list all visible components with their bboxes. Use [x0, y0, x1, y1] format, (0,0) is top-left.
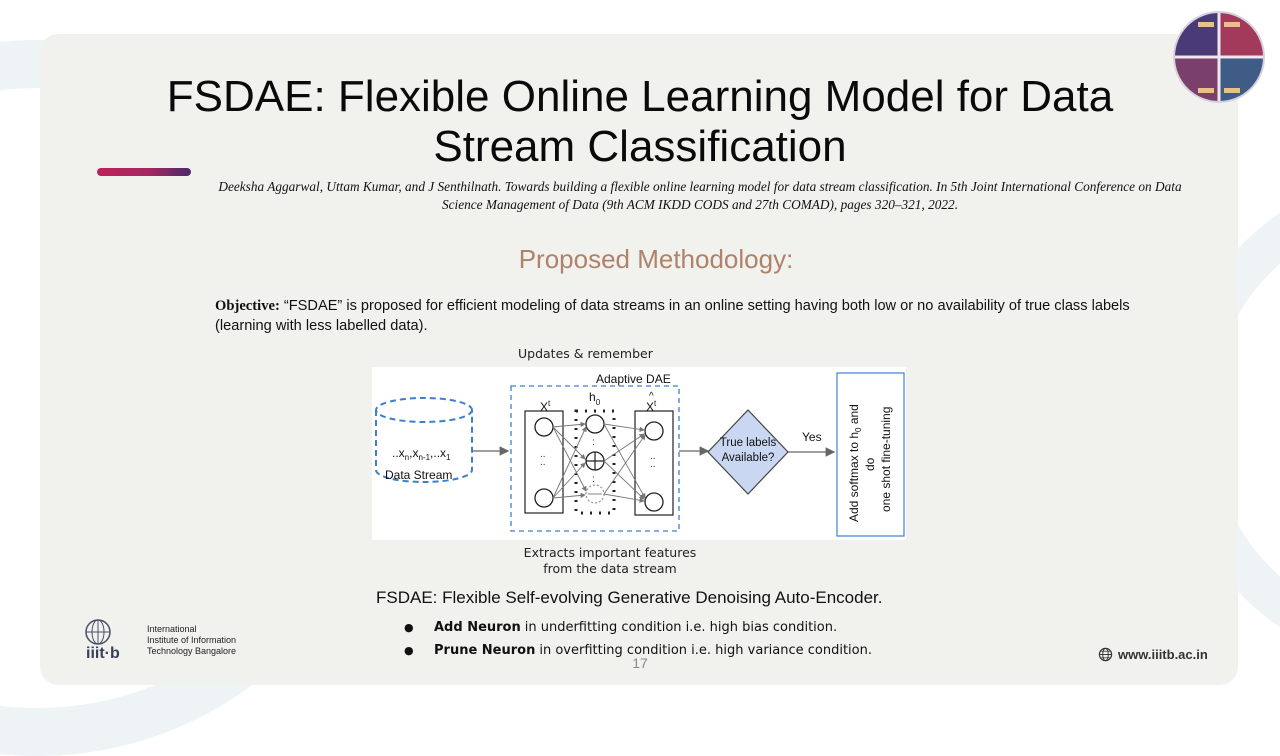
objective-paragraph — [215, 296, 1145, 336]
methodology-diagram — [372, 367, 906, 540]
website-text: www.iiitb.ac.in — [1118, 647, 1208, 662]
diagram-top-caption: Updates & remember — [518, 346, 653, 361]
globe-icon — [1098, 647, 1113, 662]
logo-mark: iiit·b — [86, 645, 120, 662]
svg-text:^: ^ — [649, 391, 654, 402]
logo-line: International — [147, 624, 197, 634]
slide-title: FSDAE: Flexible Online Learning Model for Data Stream Classification — [166, 72, 1114, 171]
stream-label: Data Stream — [385, 468, 453, 482]
input-neuron — [535, 489, 553, 507]
svg-text:..: .. — [540, 457, 546, 468]
bullet-text: in underfitting condition i.e. high bias condition. — [524, 620, 838, 635]
stream-sequence: $..x_n,x_{n-1},..x_1$ — [392, 446, 451, 462]
finetune-line-2: do — [863, 457, 877, 471]
bullet-icon: ● — [404, 644, 414, 657]
finetune-line-3: one shot fine-tuning — [879, 406, 893, 512]
yes-label: Yes — [802, 430, 822, 444]
bullet-icon: ● — [404, 621, 414, 634]
decision-line-2: Available? — [721, 452, 775, 464]
svg-text:..: .. — [540, 449, 546, 460]
finetune-line-1: Add softmax to $h_0$ and — [847, 404, 863, 522]
svg-text::: : — [592, 437, 595, 448]
hidden-label: $h_0$ — [589, 390, 601, 407]
adaptive-dae-label: Adaptive DAE — [596, 372, 671, 386]
svg-text::: : — [592, 474, 595, 485]
caption-line: from the data stream — [543, 561, 677, 576]
svg-text:..: .. — [650, 451, 656, 462]
fsdae-definition: FSDAE: Flexible Self-evolving Generative Denoising Auto-Encoder. — [376, 588, 883, 607]
section-subtitle: Proposed Methodology: — [518, 244, 794, 274]
objective-text: “FSDAE” is proposed for efficient modeling of data streams in an online setting having both low or no availability of true class labels (learning with less labelled data). — [215, 298, 1130, 334]
logo-line: Technology Bangalore — [147, 646, 237, 656]
output-neuron — [645, 493, 663, 511]
svg-text:..: .. — [650, 459, 656, 470]
logo-line: Institute of Information — [147, 635, 237, 645]
output-label: $X^t$ — [646, 399, 657, 414]
page-number: 17 — [632, 655, 648, 671]
bullet-text: in overfitting condition i.e. high variance condition. — [539, 643, 872, 658]
logo-text — [147, 624, 236, 657]
website-link[interactable] — [1098, 647, 1208, 662]
output-neuron — [645, 422, 663, 440]
citation: Deeksha Aggarwal, Uttam Kumar, and J Senthilnath. Towards building a flexible online learning model for data stream classification. In 5th Joint International Conference on Data Science Management of Data (9th ACM IKDD CODS and 27th COMAD), pages 320–321, 2022. — [218, 179, 1182, 212]
bullet-bold: Prune Neuron — [434, 643, 536, 658]
accent-bar — [97, 168, 191, 176]
objective-label: Objective: — [215, 298, 280, 314]
caption-line: Extracts important features — [523, 545, 697, 560]
hidden-neuron — [586, 415, 604, 433]
list-item — [404, 616, 872, 639]
decision-line-1: True labels — [719, 437, 777, 449]
diagram-bottom-caption — [500, 545, 720, 577]
bullet-bold: Add Neuron — [434, 620, 521, 635]
input-neuron — [535, 418, 553, 436]
input-label: $X^t$ — [540, 399, 551, 414]
institute-emblem — [1172, 10, 1266, 104]
